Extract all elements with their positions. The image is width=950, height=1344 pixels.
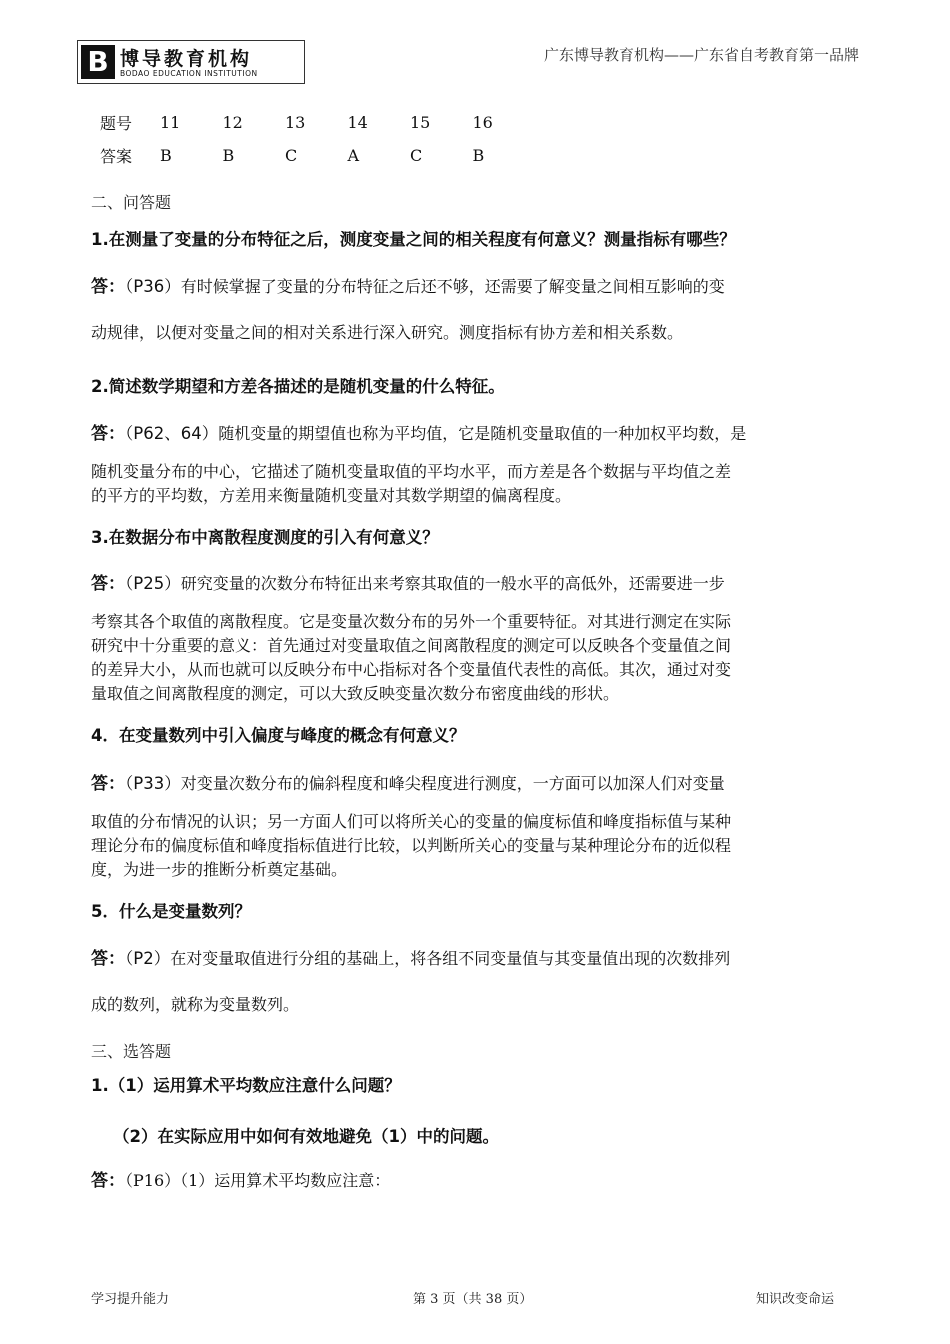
answer-line: 的平方的平均数，方差用来衡量随机变量对其数学期望的偏离程度。 bbox=[91, 486, 572, 505]
page-reference: （P2） bbox=[125, 949, 171, 968]
question-heading: 4．在变量数列中引入偏度与峰度的概念有何意义？ bbox=[91, 726, 466, 745]
footer-left-text: 学习提升能力 bbox=[91, 1292, 170, 1307]
question-heading: 1.在测量了变量的分布特征之后，测度变量之间的相关程度有何意义？测量指标有哪些？ bbox=[91, 230, 736, 249]
question-number: 13 bbox=[285, 113, 306, 132]
answer-line: 的差异大小，从而也就可以反映分布中心指标对各个变量值代表性的高低。其次，通过对变 bbox=[91, 660, 732, 679]
answer-label: 答： bbox=[91, 774, 125, 794]
header-tagline: 广东博导教育机构——广东省自考教育第一品牌 bbox=[543, 46, 859, 64]
section-title: 三、选答题 bbox=[91, 1042, 172, 1061]
question-number: 16 bbox=[472, 113, 493, 132]
footer-right-text: 知识改变命运 bbox=[755, 1292, 834, 1307]
row-label: 答案 bbox=[100, 147, 133, 166]
logo-english-name: BODAO EDUCATION INSTITUTION bbox=[120, 69, 258, 78]
answer-line bbox=[91, 414, 861, 454]
answer-line bbox=[91, 264, 861, 310]
answer-text: 随机变量的期望值也称为平均值，它是随机变量取值的一种加权平均数，是 bbox=[218, 424, 747, 443]
answer-letter: C bbox=[285, 146, 298, 165]
answer-block bbox=[91, 414, 861, 508]
answer-line: 随机变量分布的中心，它描述了随机变量取值的平均水平，而方差是各个数据与平均值之差 bbox=[91, 462, 732, 481]
logo-mark: B bbox=[81, 45, 115, 79]
section-title: 二、问答题 bbox=[91, 193, 172, 212]
answer-label: 答： bbox=[91, 574, 125, 594]
answer-block bbox=[91, 264, 861, 356]
question-number: 14 bbox=[347, 113, 368, 132]
answer-letter: A bbox=[347, 146, 360, 165]
question-heading: 1.（1）运用算术平均数应注意什么问题？ bbox=[91, 1076, 401, 1095]
answer-text: 对变量次数分布的偏斜程度和峰尖程度进行测度，一方面可以加深人们对变量 bbox=[180, 774, 725, 793]
question-number: 11 bbox=[160, 113, 181, 132]
row-label: 题号 bbox=[100, 114, 133, 133]
question-heading: 3.在数据分布中离散程度测度的引入有何意义？ bbox=[91, 528, 439, 547]
answer-label: 答： bbox=[91, 1171, 125, 1191]
page-reference: （P62、64） bbox=[125, 424, 219, 443]
answer-block bbox=[91, 1158, 861, 1204]
answer-letter: B bbox=[222, 146, 235, 165]
answer-block bbox=[91, 936, 861, 1028]
answer-line bbox=[91, 936, 861, 982]
answer-line bbox=[91, 1158, 861, 1204]
answer-line: 成的数列，就称为变量数列。 bbox=[91, 995, 300, 1014]
answer-letter: C bbox=[410, 146, 423, 165]
answer-line: 量取值之间离散程度的测定，可以大致反映变量次数分布密度曲线的形状。 bbox=[91, 684, 620, 703]
logo-chinese-name: 博导教育机构 bbox=[120, 48, 253, 70]
answer-line: 研究中十分重要的意义：首先通过对变量取值之间离散程度的测定可以反映各个变量值之间 bbox=[91, 636, 732, 655]
page-number: 第 3 页（共 38 页） bbox=[413, 1292, 533, 1307]
bodao-logo bbox=[77, 40, 305, 84]
answer-key-table bbox=[100, 106, 535, 172]
answer-line: 考察其各个取值的离散程度。它是变量次数分布的另外一个重要特征。对其进行测定在实际 bbox=[91, 612, 732, 631]
answer-row bbox=[100, 139, 535, 172]
answer-text: 有时候掌握了变量的分布特征之后还不够，还需要了解变量之间相互影响的变 bbox=[180, 277, 725, 296]
answer-label: 答： bbox=[91, 277, 125, 297]
question-heading: 2.简述数学期望和方差各描述的是随机变量的什么特征。 bbox=[91, 377, 505, 396]
answer-label: 答： bbox=[91, 424, 125, 444]
answer-block bbox=[91, 764, 861, 882]
answer-line bbox=[91, 564, 861, 604]
question-number-row bbox=[100, 106, 535, 139]
answer-text: 在对变量取值进行分组的基础上，将各组不同变量值与其变量值出现的次数排列 bbox=[170, 949, 731, 968]
answer-line: 度，为进一步的推断分析奠定基础。 bbox=[91, 860, 348, 879]
answer-letter: B bbox=[160, 146, 172, 165]
question-subheading: （2）在实际应用中如何有效地避免（1）中的问题。 bbox=[113, 1127, 499, 1146]
answer-label: 答： bbox=[91, 949, 125, 969]
answer-line: 取值的分布情况的认识；另一方面人们可以将所关心的变量的偏度标值和峰度指标值与某种 bbox=[91, 812, 732, 831]
answer-block bbox=[91, 564, 861, 706]
question-heading: 5．什么是变量数列？ bbox=[91, 902, 251, 921]
page-reference: （P36） bbox=[125, 277, 181, 296]
question-number: 12 bbox=[222, 113, 243, 132]
answer-letter: B bbox=[472, 146, 485, 165]
answer-line: 动规律，以便对变量之间的相对关系进行深入研究。测度指标有协方差和相关系数。 bbox=[91, 323, 684, 342]
answer-line: 理论分布的偏度标值和峰度指标值进行比较，以判断所关心的变量与某种理论分布的近似程 bbox=[91, 836, 732, 855]
answer-text: 研究变量的次数分布特征出来考察其取值的一般水平的高低外，还需要进一步 bbox=[180, 574, 725, 593]
question-number: 15 bbox=[410, 113, 431, 132]
page-reference: （P25） bbox=[125, 574, 181, 593]
page-footer bbox=[91, 1288, 834, 1308]
answer-line bbox=[91, 764, 861, 804]
answer-text: （P16）（1）运用算术平均数应注意： bbox=[125, 1171, 391, 1190]
page-header bbox=[77, 40, 859, 86]
page-reference: （P33） bbox=[125, 774, 181, 793]
